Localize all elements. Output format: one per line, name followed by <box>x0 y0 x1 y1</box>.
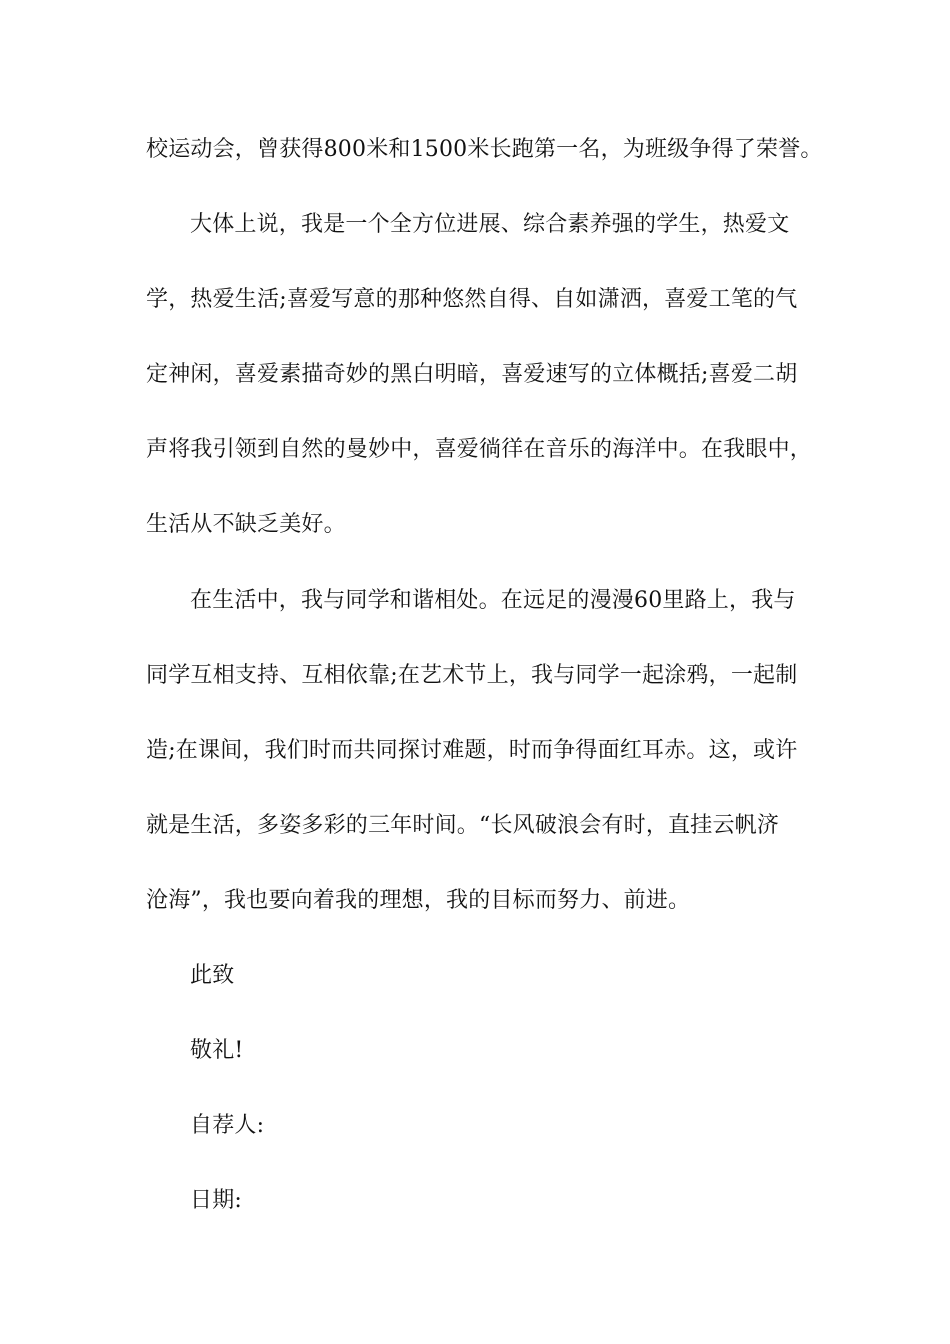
text-line: 在生活中，我与同学和谐相处。在远足的漫漫60里路上，我与 <box>190 588 796 613</box>
text-line: 声将我引领到自然的曼妙中，喜爱徜徉在音乐的海洋中。在我眼中， <box>146 437 813 462</box>
date-label: 日期: <box>190 1188 243 1213</box>
signature-label: 自荐人: <box>190 1113 265 1138</box>
text-line: 生活从不缺乏美好。 <box>146 512 346 537</box>
text-line: 沧海”，我也要向着我的理想，我的目标而努力、前进。 <box>146 888 691 913</box>
closing-regards: 敬礼! <box>190 1038 244 1063</box>
text-line: 定神闲，喜爱素描奇妙的黑白明暗，喜爱速写的立体概括;喜爱二胡 <box>146 362 798 387</box>
text-line: 校运动会，曾获得800米和1500米长跑第一名，为班级争得了荣誉。 <box>146 137 823 162</box>
closing-salutation: 此致 <box>190 963 235 988</box>
text-line: 同学互相支持、互相依靠;在艺术节上，我与同学一起涂鸦，一起制 <box>146 663 798 688</box>
text-line: 造;在课间，我们时而共同探讨难题，时而争得面红耳赤。这，或许 <box>146 738 798 763</box>
text-line: 就是生活，多姿多彩的三年时间。“长风破浪会有时，直挂云帆济 <box>146 813 780 838</box>
text-line: 学，热爱生活;喜爱写意的那种悠然自得、自如潇洒，喜爱工笔的气 <box>146 287 798 312</box>
text-line: 大体上说，我是一个全方位进展、综合素养强的学生，热爱文 <box>190 212 790 237</box>
